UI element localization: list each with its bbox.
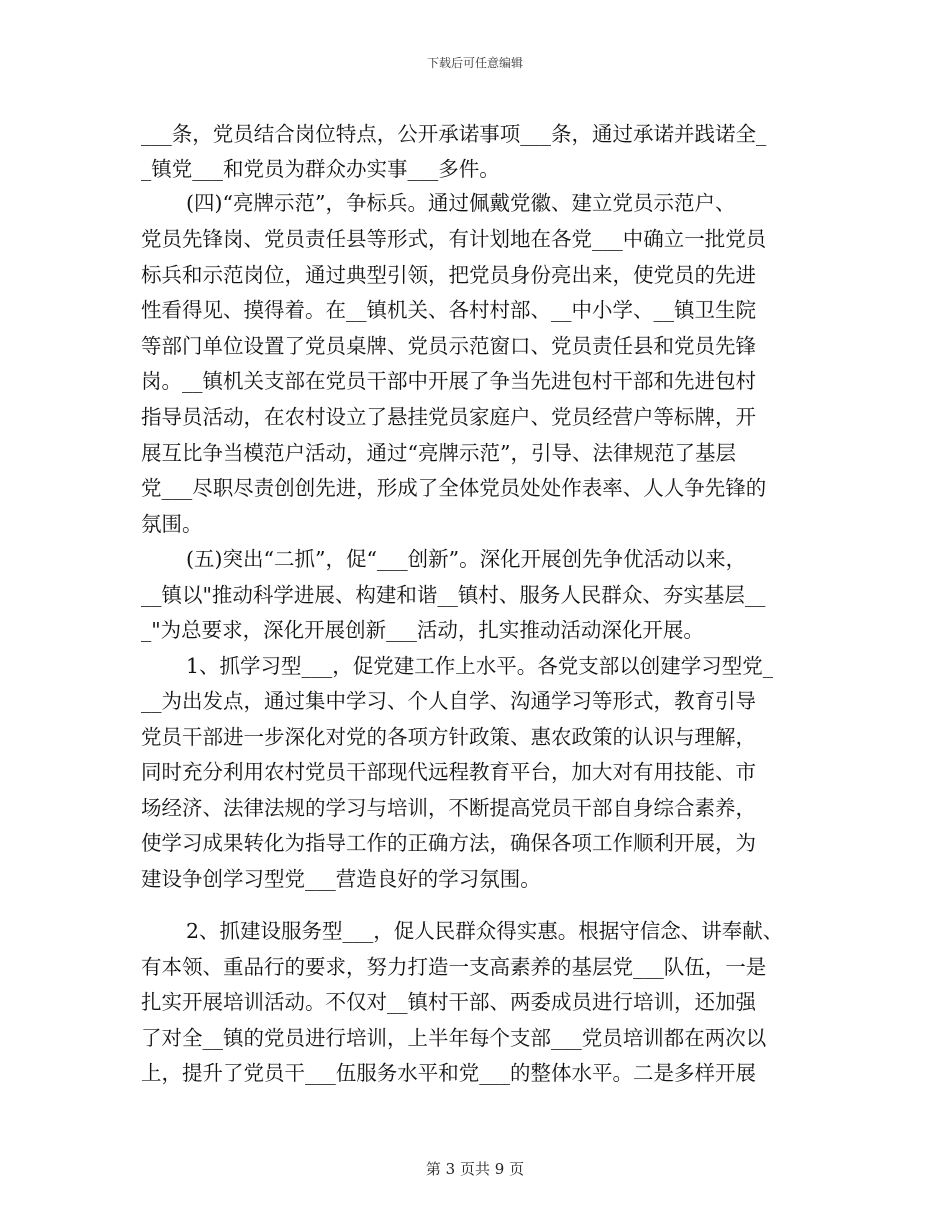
page-footer: 第 3 页共 9 页 xyxy=(425,1160,525,1178)
body-line: 党员干部进一步深化对党的各项方针政策、惠农政策的认识与理解， xyxy=(141,725,756,749)
body-line: _镇党___和党员为群众办实事___多件。 xyxy=(141,157,500,181)
body-line: 扎实开展培训活动。不仅对__镇村干部、两委成员进行培训，还加强 xyxy=(141,990,756,1014)
body-line: 标兵和示范岗位，通过典型引领，把党员身份亮出来，使党员的先进 xyxy=(141,263,756,287)
body-line: 上，提升了党员干___伍服务水平和党___的整体水平。二是多样开展 xyxy=(141,1061,756,1085)
paragraph-heading: (五)突出“二抓”，促“___创新”。深化开展创先争优活动以来， xyxy=(186,547,747,571)
body-line: 使学习成果转化为指导工作的正确方法，确保各项工作顺利开展，为 xyxy=(141,831,756,855)
body-line: 性看得见、摸得着。在__镇机关、各村村部、__中小学、__镇卫生院 xyxy=(141,298,756,322)
paragraph-heading: 2、抓建设服务型___，促人民群众得实惠。根据守信念、讲奉献、 xyxy=(186,919,784,943)
body-line: 党___尽职尽责创创先进，形成了全体党员处处作表率、人人争先锋的 xyxy=(141,476,767,500)
body-line: 指导员活动，在农村设立了悬挂党员家庭户、党员经营户等标牌，开 xyxy=(141,405,756,429)
body-line: 岗。__镇机关支部在党员干部中开展了争当先进包村干部和先进包村 xyxy=(141,369,756,393)
paragraph-heading: (四)“亮牌示范”，争标兵。通过佩戴党徽、建立党员示范户、 xyxy=(186,191,736,215)
body-line: 展互比争当模范户活动，通过“亮牌示范”，引导、法律规范了基层 xyxy=(141,441,736,465)
body-line: 有本领、重品行的要求，努力打造一支高素养的基层党___队伍，一是 xyxy=(141,955,767,979)
body-line: 同时充分利用农村党员干部现代远程教育平台，加大对有用技能、市 xyxy=(141,760,756,784)
body-line: 党员先锋岗、党员责任县等形式，有计划地在各党___中确立一批党员 xyxy=(141,227,767,251)
body-line: 等部门单位设置了党员桌牌、党员示范窗口、党员责任县和党员先锋 xyxy=(141,334,756,358)
body-line: __为出发点，通过集中学习、个人自学、沟通学习等形式，教育引导 xyxy=(141,689,756,713)
page-header: 下载后可任意编辑 xyxy=(426,56,523,70)
body-line: ___条，党员结合岗位特点，公开承诺事项___条，通过承诺并践诺全_ xyxy=(141,122,767,146)
body-line: 了对全__镇的党员进行培训，上半年每个支部___党员培训都在两次以 xyxy=(141,1026,767,1050)
body-line: 场经济、法律法规的学习与培训，不断提高党员干部自身综合素养， xyxy=(141,796,756,820)
paragraph-heading: 1、抓学习型___，促党建工作上水平。各党支部以创建学习型党_ xyxy=(186,654,774,678)
body-line: __镇以"推动科学进展、构建和谐__镇村、服务人民群众、夯实基层__ xyxy=(141,583,766,607)
body-line: 建设争创学习型党___营造良好的学习氛围。 xyxy=(141,867,541,891)
body-line: 氛围。 xyxy=(141,512,203,536)
body-line: _"为总要求，深化开展创新___活动，扎实推动活动深化开展。 xyxy=(141,618,704,642)
